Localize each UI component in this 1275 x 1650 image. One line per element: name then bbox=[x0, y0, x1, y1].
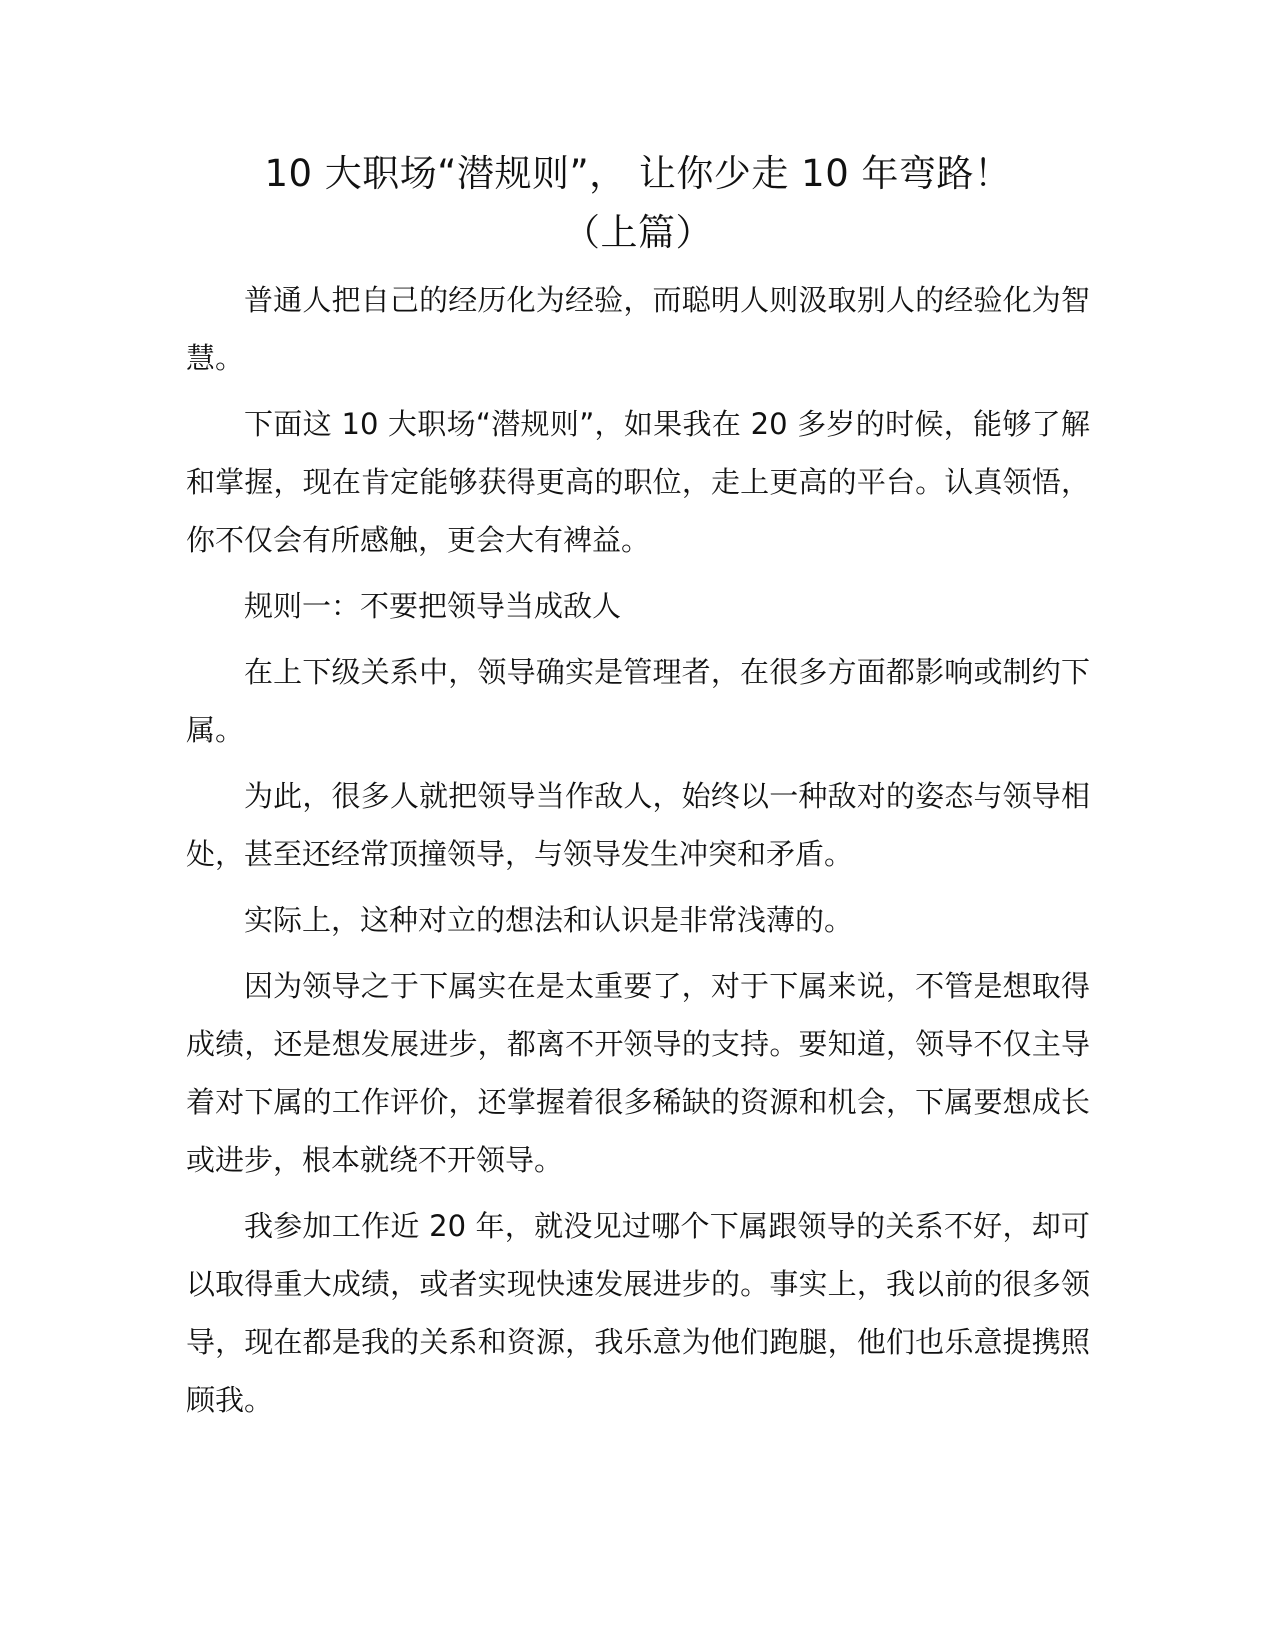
paragraph-rule-one-problem: 为此，很多人就把领导当作敌人，始终以一种敌对的姿态与领导相处，甚至还经常顶撞领导，与领导发生冲突和矛盾。 bbox=[186, 779, 1090, 871]
document-content bbox=[186, 144, 1090, 1429]
rule-one-heading: 规则一：不要把领导当成敌人 bbox=[244, 589, 622, 623]
title-line-subtitle: （上篇） bbox=[563, 211, 713, 254]
paragraph-rule-one-context: 在上下级关系中，领导确实是管理者，在很多方面都影响或制约下属。 bbox=[186, 655, 1090, 747]
paragraph-rule-one-judgment: 实际上，这种对立的想法和认识是非常浅薄的。 bbox=[244, 903, 854, 937]
document-title bbox=[186, 144, 1090, 262]
title-line-main: 10 大职场“潜规则”， 让你少走 10 年弯路！ bbox=[264, 152, 1012, 195]
paragraph-overview: 下面这 10 大职场“潜规则”，如果我在 20 多岁的时候，能够了解和掌握，现在肯定能够获得更高的职位，走上更高的平台。认真领悟，你不仅会有所感触，更会大有裨益。 bbox=[186, 407, 1090, 557]
paragraph-rule-one-reason: 因为领导之于下属实在是太重要了，对于下属来说，不管是想取得成绩，还是想发展进步，都离不开领导的支持。要知道，领导不仅主导着对下属的工作评价，还掌握着很多稀缺的资源和机会，下属要想成长或进步，根本就绕不开领导。 bbox=[186, 969, 1090, 1177]
paragraph-rule-one-experience: 我参加工作近 20 年，就没见过哪个下属跟领导的关系不好，却可以取得重大成绩，或者实现快速发展进步的。事实上，我以前的很多领导，现在都是我的关系和资源，我乐意为他们跑腿，他们也乐意提携照顾我。 bbox=[186, 1209, 1090, 1417]
paragraph-intro: 普通人把自己的经历化为经验，而聪明人则汲取别人的经验化为智慧。 bbox=[186, 283, 1090, 375]
